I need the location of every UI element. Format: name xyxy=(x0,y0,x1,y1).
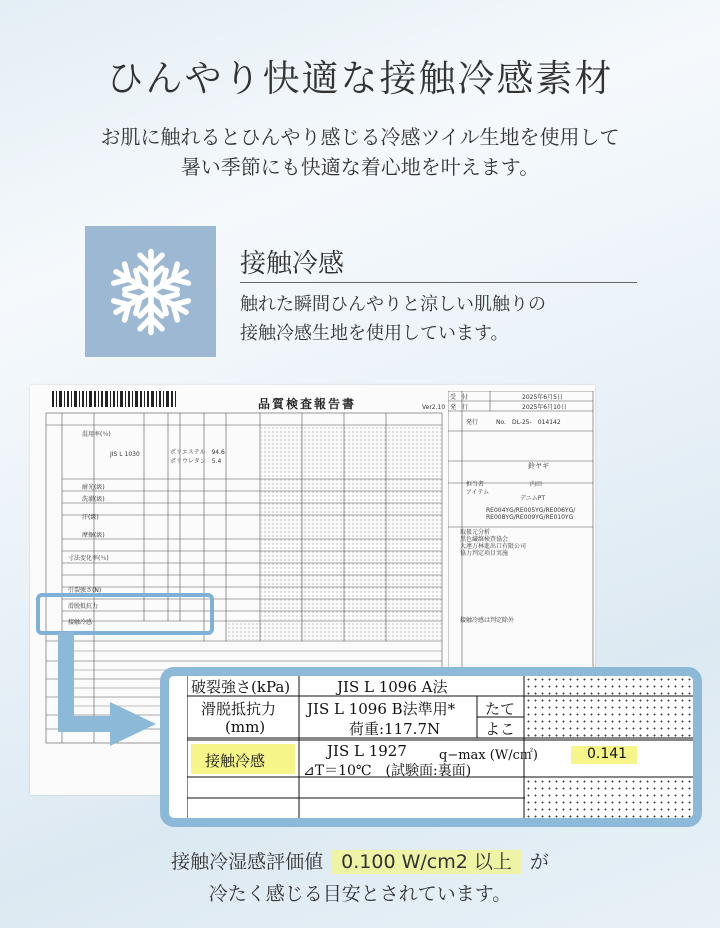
report-title: 品質検査報告書 xyxy=(258,397,357,411)
contact-cooling-method: JIS L 1927 xyxy=(327,742,407,760)
contact-cooling-condition: ⊿T＝10℃ (試験面:裏面) xyxy=(303,763,472,779)
slip-resistance-unit: (mm) xyxy=(225,718,266,736)
slip-resistance-method: JIS L 1096 B法準用* xyxy=(307,700,456,718)
client-name: 鈴ヤギ xyxy=(528,462,549,470)
issue-label: 発 行 xyxy=(450,404,469,411)
burst-strength-label: 破裂強さ(kPa) xyxy=(191,678,291,696)
feature-description xyxy=(240,290,546,348)
person-name: 内田 xyxy=(530,481,543,488)
report-row-label: 洗濯(級) xyxy=(82,496,105,503)
receipt-date: 2025年6月5日 xyxy=(522,394,563,401)
hatched-cell xyxy=(525,676,702,695)
footer-note xyxy=(0,846,720,910)
issue-number: No. DL-25- 014142 xyxy=(496,419,561,426)
item-name: デニムPT xyxy=(520,495,546,502)
intro-line-1: お肌に触れるとひんやり感じる冷感ツイル生地を使用して xyxy=(100,125,620,149)
issue-date: 2025年6月10日 xyxy=(522,404,567,411)
highlight-frame xyxy=(36,593,214,635)
report-row-label: 滑脱抵抗力 xyxy=(68,603,99,610)
contact-cooling-label: 接触冷感 xyxy=(205,752,266,770)
slip-resistance-load: 荷重:117.7N xyxy=(349,720,441,738)
direction-weft: よこ xyxy=(485,720,516,738)
burst-strength-method: JIS L 1096 A法 xyxy=(337,678,448,696)
report-row-label: 接触冷感 xyxy=(68,619,93,626)
report-row-label: 摩擦(級) xyxy=(82,532,105,539)
magnified-table xyxy=(160,667,702,827)
report-row-label: 寸法変化率(％) xyxy=(68,555,109,562)
report-row-label: 耐光(級) xyxy=(82,484,105,491)
barcode xyxy=(52,391,192,407)
snowflake-icon xyxy=(105,246,197,338)
product-codes: RE004YG/RE005YG/RE006YG/ RE008YG/RE009YG/RE010YG xyxy=(486,507,576,521)
report-row-label: 汗(級) xyxy=(82,514,99,521)
intro-text xyxy=(0,122,720,182)
hatched-cell xyxy=(525,697,702,737)
footer-line-1 xyxy=(0,846,720,878)
footer-prefix: 接触冷湿感評価値 xyxy=(171,851,324,873)
report-row-label: 引裂強さ(N) xyxy=(68,587,102,594)
intro-line-2: 暑い季節にも快適な着心地を叶えます。 xyxy=(180,155,540,179)
person-label: 担当者 xyxy=(466,481,485,488)
hatched-cell xyxy=(525,778,702,818)
report-fiber: ポリエステル 94.6 ポリウレタン 5.4 xyxy=(170,449,225,465)
report-row-label: 混用率(％) xyxy=(82,431,111,438)
arrow-connector xyxy=(52,632,162,752)
threshold-value: 0.100 W/cm2 以上 xyxy=(331,850,522,874)
slip-resistance-label: 滑脱抵抗力 xyxy=(201,700,277,718)
page-title: ひんやり快適な接触冷感素材 xyxy=(106,57,614,100)
direction-warp: たて xyxy=(485,700,516,718)
item-label: アイテム xyxy=(466,489,490,496)
feature-divider xyxy=(240,282,637,283)
contact-cooling-value: 0.141 xyxy=(587,746,628,762)
feature-desc-line-1: 触れた瞬間ひんやりと涼しい肌触りの xyxy=(240,294,546,315)
footer-line-2: 冷たく感じる目安とされています。 xyxy=(208,883,512,905)
feature-desc-line-2: 接触冷感生地を使用しています。 xyxy=(240,323,509,344)
feature-title: 接触冷感 xyxy=(240,249,345,279)
contact-cooling-unit: q−max (W/c㎡) xyxy=(439,748,538,763)
footer-suffix: が xyxy=(529,851,549,873)
sample-note: 取扱元分析 黒色繊維検査協会 大連万林進出口有限公司 協力判定項目実施 xyxy=(460,529,527,557)
issue-no-label: 発行 xyxy=(466,419,479,426)
receipt-label: 受 付 xyxy=(450,394,469,401)
snowflake-icon-box xyxy=(85,226,216,357)
report-method: JIS L 1030 xyxy=(110,451,140,458)
report-remarks: 接触冷感は判定除外 xyxy=(460,617,515,624)
report-version: Ver2.10 xyxy=(422,404,446,411)
